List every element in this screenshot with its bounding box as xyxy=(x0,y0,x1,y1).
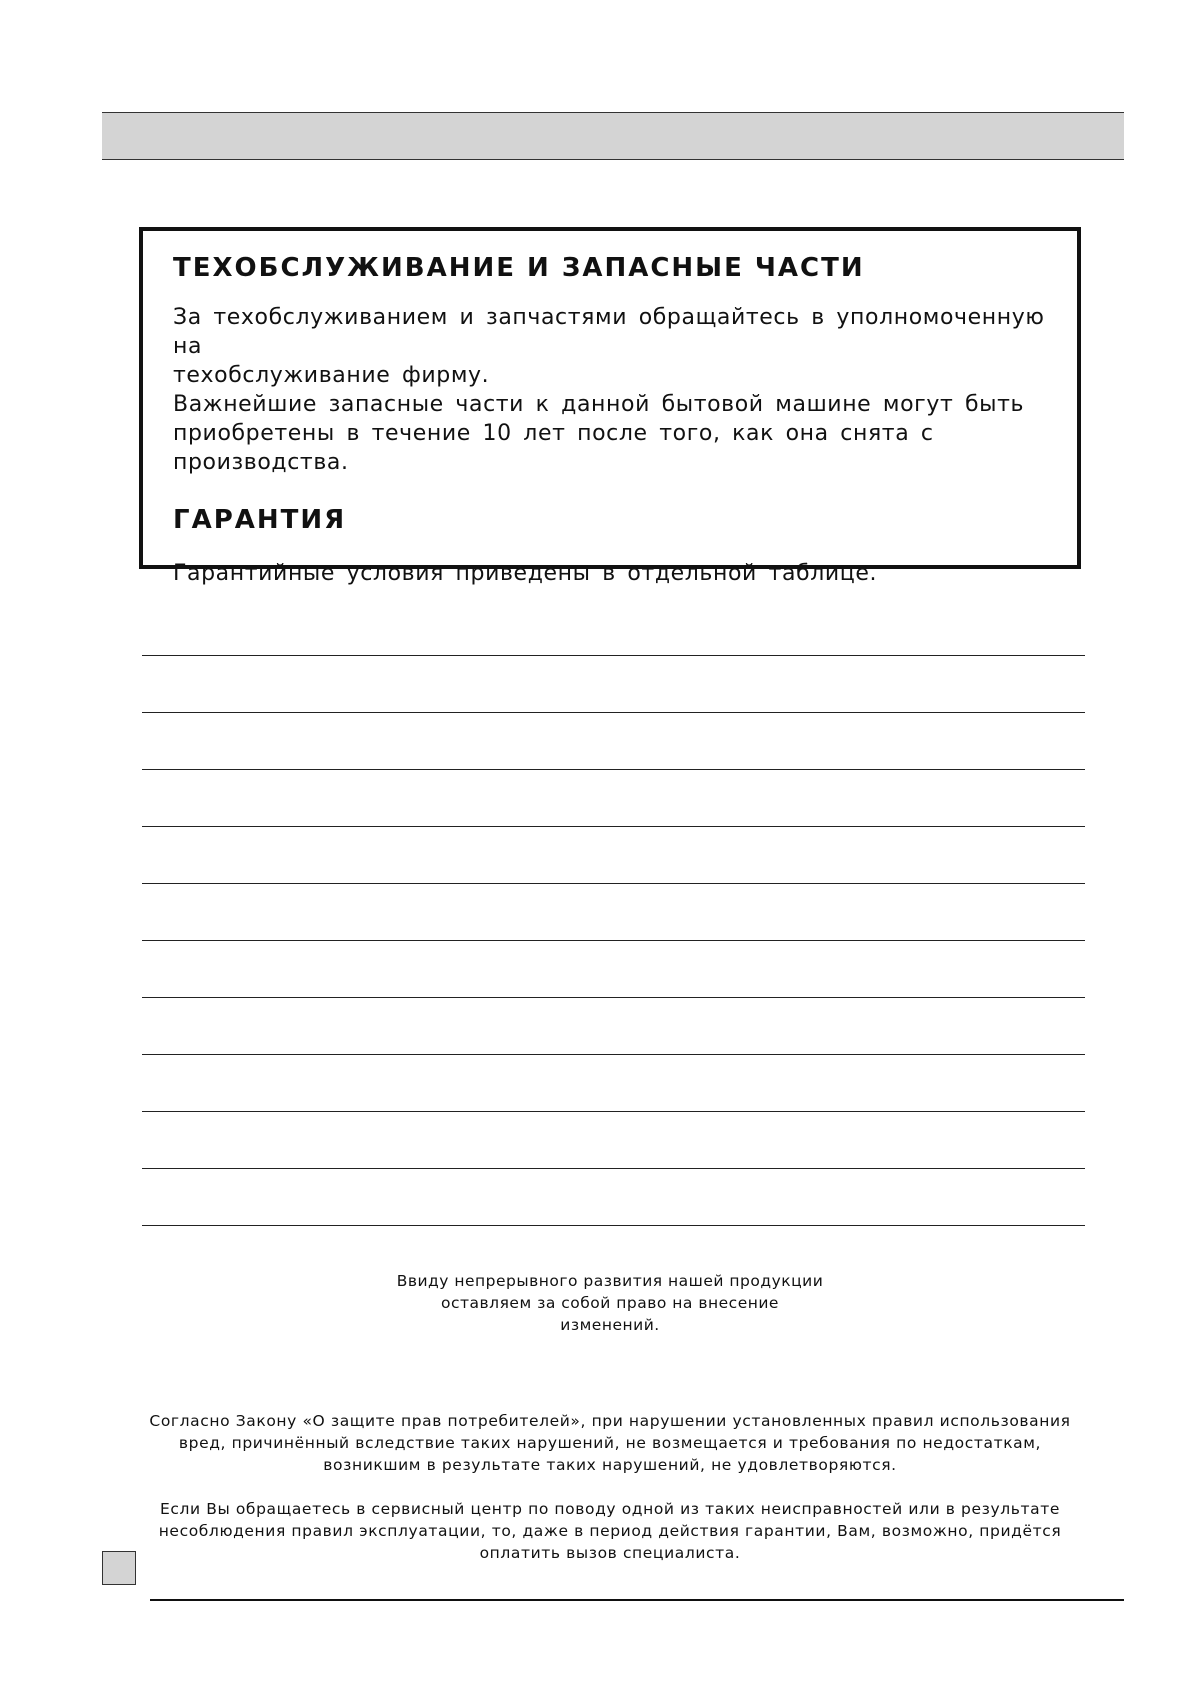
footer-rule xyxy=(150,1599,1124,1601)
notice-line: изменений. xyxy=(560,1316,660,1334)
service-text-line: техобслуживание фирму. xyxy=(173,363,490,388)
service-text xyxy=(173,303,1051,477)
note-line xyxy=(142,712,1085,769)
note-line xyxy=(142,1054,1085,1111)
note-line xyxy=(142,883,1085,940)
page-number-box xyxy=(102,1551,136,1585)
warranty-heading: ГАРАНТИЯ xyxy=(173,505,347,535)
legal-line: вред, причинённый вследствие таких нарушений, не возмещается и требования по недостаткам, xyxy=(178,1434,1042,1452)
legal-line: Согласно Закону «О защите прав потребителей», при нарушении установленных правил использования xyxy=(149,1412,1071,1430)
notes-lines xyxy=(142,655,1085,1226)
note-line xyxy=(142,769,1085,826)
legal-line: Если Вы обращаетесь в сервисный центр по поводу одной из таких неисправностей или в результате xyxy=(160,1500,1060,1518)
note-line xyxy=(142,655,1085,712)
service-heading: ТЕХОБСЛУЖИВАНИЕ И ЗАПАСНЫЕ ЧАСТИ xyxy=(173,253,865,283)
note-line xyxy=(142,826,1085,883)
consumer-law-paragraph xyxy=(120,1410,1100,1476)
note-line xyxy=(142,997,1085,1054)
note-line xyxy=(142,1111,1085,1168)
legal-line: оплатить вызов специалиста. xyxy=(479,1544,741,1562)
note-line xyxy=(142,1225,1085,1226)
service-text-line: приобретены в течение 10 лет после того, как она снята с производства. xyxy=(173,421,934,475)
service-call-paragraph xyxy=(120,1498,1100,1564)
header-band xyxy=(102,112,1124,160)
note-line xyxy=(142,1168,1085,1225)
notice-line: Ввиду непрерывного развития нашей продукции xyxy=(396,1272,824,1290)
service-text-line: Важнейшие запасные части к данной бытовой машине могут быть xyxy=(173,392,1025,417)
notice-line: оставляем за собой право на внесение xyxy=(441,1294,779,1312)
legal-line: несоблюдения правил эксплуатации, то, даже в период действия гарантии, Вам, возможно, придётся xyxy=(158,1522,1062,1540)
service-text-line: За техобслуживанием и запчастями обращайтесь в уполномоченную на xyxy=(173,305,1045,359)
service-warranty-box xyxy=(139,227,1081,586)
legal-line: возникшим в результате таких нарушений, не удовлетворяются. xyxy=(323,1456,897,1474)
changes-notice xyxy=(345,1270,875,1336)
warranty-text: Гарантийные условия приведены в отдельной таблице. xyxy=(173,561,878,586)
note-line xyxy=(142,940,1085,997)
